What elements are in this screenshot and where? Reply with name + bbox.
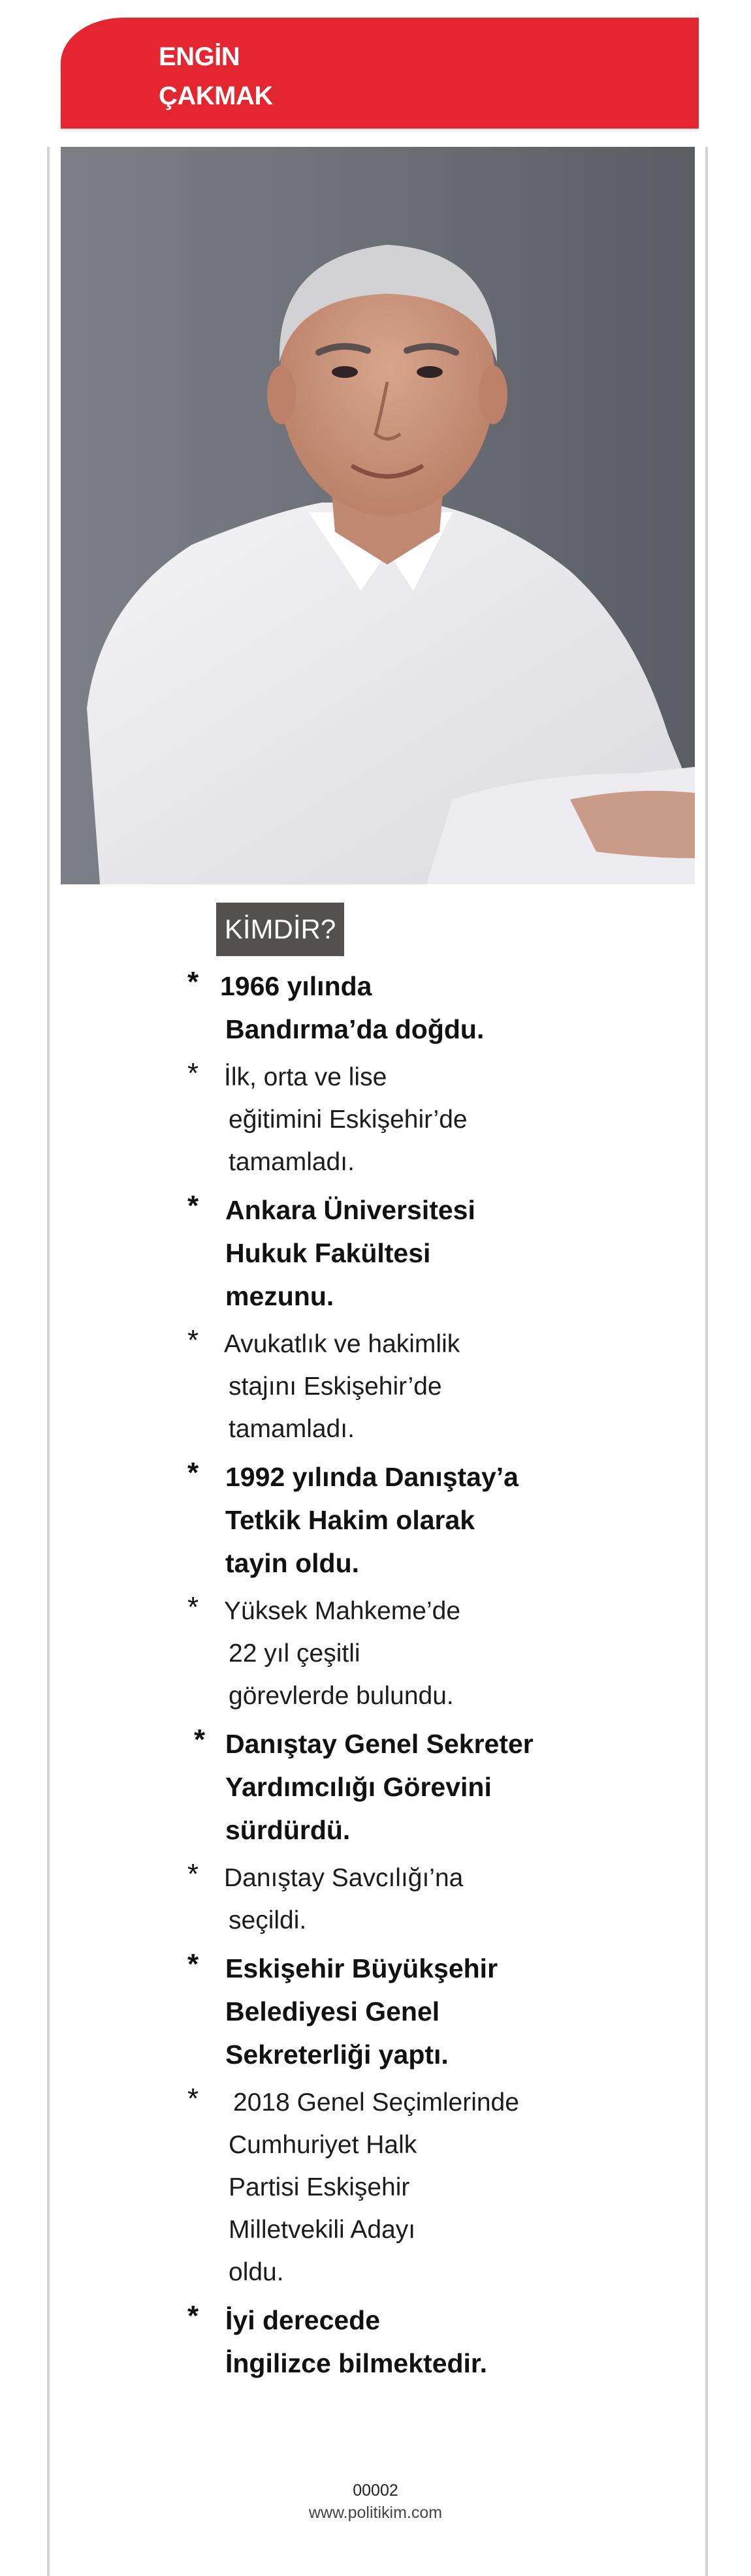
- bio-line: Milletvekili Adayı: [229, 2216, 416, 2244]
- bio-line: stajını Eskişehir’de: [229, 1373, 442, 1401]
- bio-line: İlk, orta ve lise: [224, 1063, 387, 1091]
- bio-line: tamamladı.: [229, 1415, 355, 1443]
- bio-line: Ankara Üniversitesi: [225, 1195, 475, 1225]
- bullet-icon: *: [187, 966, 199, 998]
- bio-line: Hukuk Fakültesi: [225, 1238, 431, 1268]
- bio-line: Danıştay Genel Sekreter: [225, 1729, 534, 1759]
- bullet-icon: *: [187, 1190, 199, 1222]
- bullet-icon: *: [187, 1948, 199, 1980]
- bio-line: sürdürdü.: [225, 1815, 351, 1845]
- bullet-icon: *: [187, 1858, 199, 1890]
- bio-line: 1992 yılında Danıştay’a: [225, 1462, 519, 1492]
- bio-line: Bandırma’da doğdu.: [225, 1014, 485, 1044]
- footer-url: www.politikim.com: [308, 2504, 443, 2522]
- bio-line: oldu.: [229, 2258, 284, 2286]
- bio-line: 1966 yılında: [220, 971, 372, 1001]
- bio-line: görevlerde bulundu.: [229, 1682, 454, 1710]
- bio-line: İyi derecede: [225, 2305, 381, 2335]
- bio-line: mezunu.: [225, 1281, 334, 1311]
- bullet-icon: *: [187, 2300, 199, 2332]
- bio-line: Yardımcılığı Görevini: [225, 1772, 492, 1802]
- bio-line: Yüksek Mahkeme’de: [224, 1597, 461, 1625]
- bio-line: eğitimini Eskişehir’de: [229, 1106, 468, 1134]
- candidate-last-name: ÇAKMAK: [159, 82, 273, 110]
- bio-line: İngilizce bilmektedir.: [225, 2348, 488, 2378]
- bio-line: Cumhuriyet Halk: [229, 2131, 417, 2159]
- footer-code: 00002: [353, 2481, 398, 2500]
- bullet-icon: *: [187, 1591, 199, 1623]
- bullet-icon: *: [194, 1724, 206, 1756]
- bullet-icon: *: [187, 1457, 199, 1489]
- bio-line: Belediyesi Genel: [225, 1996, 440, 2026]
- bio-line: Danıştay Savcılığı’na: [224, 1864, 464, 1892]
- bio-line: Partisi Eskişehir: [229, 2173, 410, 2201]
- section-badge: KİMDİR?: [216, 903, 344, 956]
- bio-line: Sekreterliği yaptı.: [225, 2040, 449, 2070]
- candidate-first-name: ENGİN: [159, 42, 240, 71]
- bio-line: tayin oldu.: [225, 1548, 359, 1578]
- bio-line: Eskişehir Büyükşehir: [225, 1953, 498, 1983]
- bullet-icon: *: [187, 1057, 199, 1089]
- bio-line: Avukatlık ve hakimlik: [224, 1330, 460, 1358]
- bio-line: 2018 Genel Seçimlerinde: [233, 2088, 519, 2117]
- bio-line: seçildi.: [229, 1906, 307, 1934]
- bio-line: Tetkik Hakim olarak: [225, 1505, 475, 1535]
- bullet-icon: *: [187, 2083, 199, 2115]
- bio-line: 22 yıl çeşitli: [229, 1639, 360, 1668]
- bullet-icon: *: [187, 1324, 199, 1356]
- bio-line: tamamladı.: [229, 1148, 355, 1176]
